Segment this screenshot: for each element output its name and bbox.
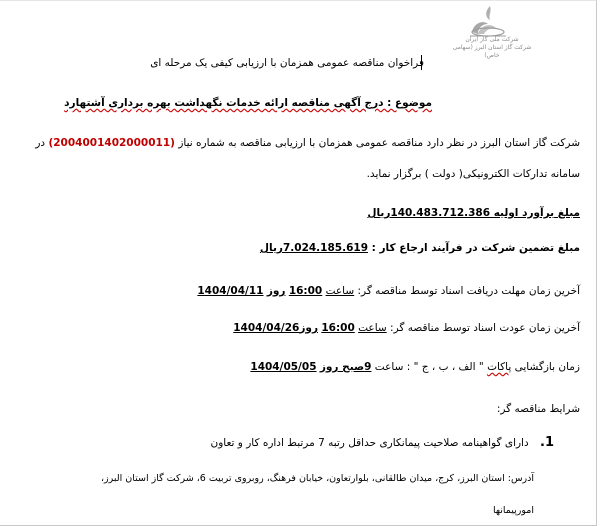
opening-date: 1404/05/05 [250,361,317,373]
deadline-receive-label: آخرین زمان مهلت دریافت اسناد توسط مناقصه گر: [357,285,580,297]
opening-line[interactable] [250,360,580,374]
estimate-label: مبلغ برآورد اولیه [493,207,580,219]
opening-label: زمان بازگشایی [514,361,580,373]
deadline-return-label: آخرین زمان عودت اسناد توسط مناقصه گر: [390,322,580,334]
intro-line-1[interactable] [35,136,580,150]
guarantee-line[interactable] [260,241,580,255]
logo-caption [446,36,538,60]
address-text: آدرس: استان البرز، کرج، میدان طالقانی، بلوارتعاون، خیابان فرهنگ، روبروی تربیت 6، شرکت گاز استان البرز، [100,473,534,484]
condition-item-1[interactable] [211,436,555,450]
address-line-1[interactable] [101,472,534,486]
intro-part1: شرکت گاز استان البرز در نظر دارد مناقصه عمومی همزمان با ارزیابی مناقصه به شماره نیاز [178,137,580,149]
deadline-return-line[interactable] [233,321,580,335]
address-line-2[interactable] [493,504,534,518]
deadline-return-day-label: روز [299,322,318,334]
subject-text: موضوع : درج آگهی مناقصه ارائه خدمات نگهداشت بهره برداری آشتهارد [64,97,432,109]
deadline-receive-line[interactable] [197,284,580,298]
document-title[interactable] [150,56,424,70]
logo-caption-line2: شرکت گاز استان البرز (سهامی خاص) [452,44,532,59]
conditions-heading-text: شرایط مناقصه گر: [496,403,580,415]
opening-time-label: ساعت [374,361,404,373]
address-text-2: امورپیمانها [492,505,534,516]
deadline-return-date: 1404/04/26 [233,322,300,334]
guarantee-label: مبلغ تضمین شرکت در فرآیند ارجاع کار : [371,242,580,254]
opening-time: 9 [364,361,372,373]
condition-item-1-number: 1. [540,435,554,450]
estimate-unit: ریال [367,207,391,219]
deadline-receive-time-label: ساعت [325,285,355,297]
opening-packets: " الف ، ب ، ج " : [406,361,484,373]
need-number: (2004001402000011) [48,137,175,149]
intro-part2: در [35,137,46,149]
deadline-receive-date: 1404/04/11 [197,285,264,297]
flame-icon [470,6,506,36]
intro-line-2[interactable] [367,167,580,181]
title-text: فراخوان مناقصه عمومی همزمان با ارزیابی کیفی یک مرحله ای [150,57,424,69]
guarantee-unit: ریال [259,242,283,254]
estimate-line[interactable] [367,206,580,220]
guarantee-value: 7.024.185.619 [282,242,368,254]
logo-caption-line1: شرکت ملی گاز ایران [465,36,519,43]
condition-item-1-text: دارای گواهینامه صلاحیت پیمانکاری حداقل رتبه 7 مرتبط اداره کار و تعاون [210,437,529,449]
estimate-value: 140.483.712.386 [390,207,491,219]
deadline-receive-time: 16:00 [288,285,323,297]
deadline-receive-day-label: روز [266,285,286,297]
opening-morning: صبح روز [319,361,365,373]
intro-line2-text: سامانه تدارکات الکترونیکی( دولت ) برگزار نماید. [366,168,580,180]
subject-line[interactable] [64,96,432,110]
conditions-heading[interactable] [497,402,580,416]
deadline-return-time: 16:00 [321,322,355,334]
deadline-return-time-label: ساعت [358,322,387,334]
opening-packets-word: پاکات [487,361,512,373]
